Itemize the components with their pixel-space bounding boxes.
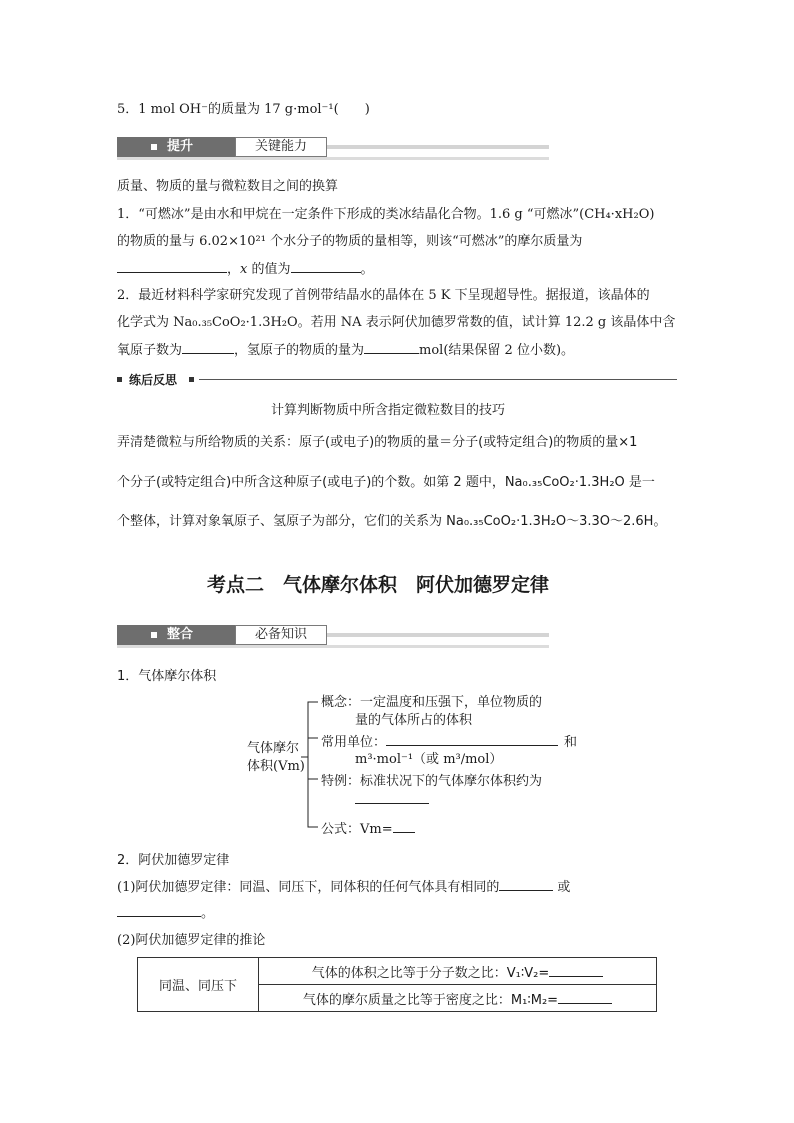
formula-line: [321, 820, 415, 839]
concept-line-2: 量的气体所占的体积: [355, 713, 473, 728]
bar-dark-tab: [117, 625, 235, 645]
answer-blank[interactable]: [355, 791, 429, 804]
answer-blank[interactable]: [558, 991, 612, 1004]
bar-dark-tab: [117, 137, 235, 157]
text: mol(结果保留 2 位小数)。: [419, 343, 575, 358]
relation-cell: [259, 958, 657, 985]
tip-line-3: 个整体，计算对象氧原子、氢原子为部分，它们的关系为 Na₀.₃₅CoO₂·1.3H₂O～3.3O～2.6H。: [117, 514, 667, 529]
text: 的值为: [247, 262, 291, 277]
square-bullet-icon: [117, 377, 122, 382]
answer-blank[interactable]: [291, 260, 361, 273]
answer-blank[interactable]: [386, 733, 558, 746]
bar-rule: [327, 633, 549, 637]
text: 。: [201, 906, 215, 921]
problem-1-line-2: 的物质的量与 6.02×10²¹ 个水分子的物质的量相等，则该“可燃冰”的摩尔质量为: [117, 234, 583, 249]
review-header: [117, 372, 677, 388]
question-5: [117, 101, 370, 119]
review-label: 练后反思: [129, 373, 178, 387]
tip-line-2: 个分子(或特定组合)中所含这种原子(或电子)的个数。如第 2 题中，Na₀.₃₅CoO₂·1.3H₂O 是一: [117, 475, 655, 490]
corollary-table: [137, 957, 657, 1012]
square-bullet-icon: [151, 632, 157, 638]
tip-title: 计算判断物质中所含指定微粒数目的技巧: [271, 403, 506, 418]
square-bullet-icon: [151, 144, 157, 150]
problem-2-line-1: 2．最近材料科学家研究发现了首例带结晶水的晶体在 5 K 下呈现超导性。据报道，该晶体的: [117, 288, 650, 303]
subsection-1: 1．气体摩尔体积: [117, 669, 217, 684]
bar-light-tab: 必备知识: [235, 625, 327, 645]
special-line-2: [355, 791, 429, 810]
text: 和: [564, 735, 578, 750]
divider: [199, 379, 677, 380]
answer-blank[interactable]: [393, 820, 415, 833]
tip-line-1: 弄清楚微粒与所给物质的关系：原子(或电子)的物质的量＝分子(或特定组合)的物质的量×1: [117, 435, 638, 450]
bar-light-tab: 关键能力: [235, 137, 327, 157]
condition-cell: 同温、同压下: [138, 958, 259, 1012]
relation-cell: [259, 985, 657, 1012]
text: 。: [360, 262, 374, 277]
answer-blank[interactable]: [364, 341, 419, 354]
subsection-2: 2．阿伏加德罗定律: [117, 853, 230, 868]
law-line-1: [117, 878, 570, 897]
answer-blank[interactable]: [182, 341, 234, 354]
answer-blank[interactable]: [117, 260, 227, 273]
problem-2-line-3: [117, 341, 574, 360]
text: 公式：Vm=: [321, 822, 393, 837]
answer-blank[interactable]: [499, 878, 553, 891]
text: ，: [227, 262, 241, 277]
answer-blank[interactable]: [117, 904, 201, 917]
law-line-2: [117, 904, 214, 923]
section-title: 考点二 气体摩尔体积 阿伏加德罗定律: [207, 574, 550, 596]
table-row: [138, 958, 657, 985]
unit-line-1: [321, 733, 577, 752]
bracket-connector: [300, 695, 320, 835]
problem-1-line-1: 1．“可燃冰”是由水和甲烷在一定条件下形成的类冰结晶化合物。1.6 g “可燃冰”(CH₄·xH₂O): [117, 207, 655, 222]
text: 常用单位：: [321, 735, 387, 750]
answer-blank[interactable]: [549, 964, 603, 977]
bar-underline: [117, 645, 549, 648]
problem-2-line-2: 化学式为 Na₀.₃₅CoO₂·1.3H₂O。若用 NA 表示阿伏加德罗常数的值，试计算 12.2 g 该晶体中含: [117, 315, 676, 330]
bar-rule: [327, 145, 549, 149]
text: 气体的体积之比等于分子数之比：V₁∶V₂=: [311, 965, 550, 981]
question-number: 5．: [117, 102, 139, 117]
bar-dark-label: 整合: [167, 627, 194, 642]
bar-dark-label: 提升: [167, 139, 194, 154]
text: 氧原子数为: [117, 343, 183, 358]
unit-line-2: m³·mol⁻¹（或 m³/mol）: [355, 752, 503, 767]
square-bullet-icon: [189, 377, 194, 382]
variable-x: x: [240, 262, 248, 277]
text: ，氢原子的物质的量为: [234, 343, 365, 358]
question-text: 1 mol OH⁻的质量为 17 g·mol⁻¹( ): [138, 102, 370, 117]
concept-line-1: 概念：一定温度和压强下，单位物质的: [321, 695, 543, 710]
special-line-1: 特例：标准状况下的气体摩尔体积约为: [321, 774, 543, 789]
bar-underline: [117, 157, 549, 160]
problem-1-line-3: [117, 260, 374, 279]
text: 气体的摩尔质量之比等于密度之比：M₁∶M₂=: [302, 992, 559, 1008]
corollary-title: (2)阿伏加德罗定律的推论: [117, 933, 266, 948]
diagram-root-line-2: 体积(Vm): [247, 759, 305, 774]
diagram-root-line-1: 气体摩尔: [247, 741, 300, 756]
text: (1)阿伏加德罗定律：同温、同压下，同体积的任何气体具有相同的: [117, 880, 500, 895]
text: 或: [557, 880, 571, 895]
topic-heading: 质量、物质的量与微粒数目之间的换算: [117, 179, 339, 194]
